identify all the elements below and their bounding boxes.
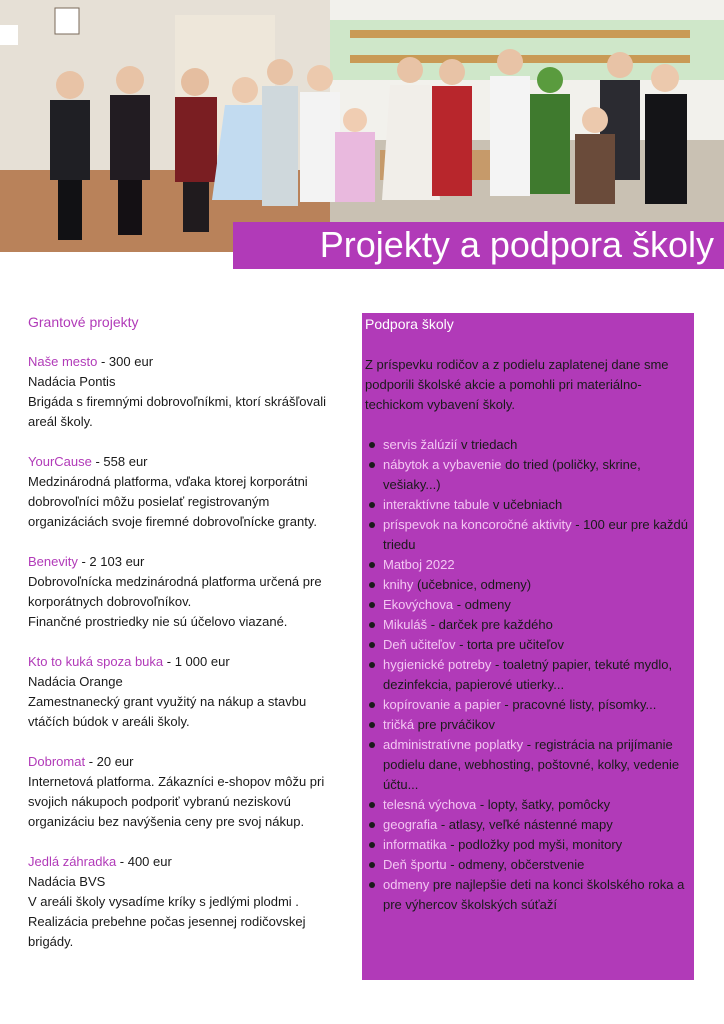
item-highlight: telesná výchova	[383, 797, 477, 812]
grants-heading: Grantové projekty	[28, 314, 139, 330]
grant-line: V areáli školy vysadíme kríky s jedlými plodmi .	[28, 894, 299, 909]
item-highlight: interaktívne tabule	[383, 497, 490, 512]
list-item	[383, 695, 690, 715]
grant-amount: - 558 eur	[91, 454, 148, 469]
list-item	[383, 855, 690, 875]
grant-amount: - 300 eur	[97, 354, 154, 369]
item-text: pre prváčikov	[414, 717, 495, 732]
grant-item	[28, 452, 328, 532]
grant-line: Finančné prostriedky nie sú účelovo viazané.	[28, 614, 288, 629]
class-photo	[0, 0, 724, 252]
item-text: - 100 eur pre každú triedu	[383, 517, 688, 552]
support-intro: Z príspevku rodičov a z podielu zaplatenej dane sme podporili školské akcie a pomohli pri materiálno-techickom vybavení školy.	[365, 357, 669, 412]
item-highlight: príspevok na koncoročné aktivity	[383, 517, 572, 532]
grant-line: Zamestnanecký grant využitý na nákup a stavbu vtáčích búdok v areáli školy.	[28, 694, 307, 729]
grant-item	[28, 652, 328, 732]
item-highlight: administratívne poplatky	[383, 737, 524, 752]
item-text: do tried (poličky, skrine, vešiaky...)	[383, 457, 641, 492]
list-item	[383, 655, 690, 695]
item-highlight: Deň učiteľov	[383, 637, 456, 652]
grant-line: Nadácia Pontis	[28, 374, 116, 389]
grant-amount: - 400 eur	[116, 854, 172, 869]
grant-amount: - 2 103 eur	[77, 554, 145, 569]
item-text: (učebnice, odmeny)	[413, 577, 532, 592]
list-item	[383, 435, 690, 455]
item-text: - darček pre každého	[427, 617, 553, 632]
support-list	[365, 435, 690, 915]
item-highlight: servis žalúzií	[383, 437, 458, 452]
grant-name: YourCause	[28, 454, 92, 469]
list-item	[383, 495, 690, 515]
page-title-band	[233, 222, 724, 269]
list-item	[383, 715, 690, 735]
item-highlight: Deň športu	[383, 857, 447, 872]
item-highlight: kopírovanie a papier	[383, 697, 501, 712]
list-item	[383, 795, 690, 815]
grant-line: Internetová platforma. Zákazníci e-shopov môžu pri svojich nákupoch podporiť vybranú neziskovú organizáciu bez navýšenia ceny pre svoj nákup.	[28, 774, 325, 829]
grant-line: Nadácia Orange	[28, 674, 123, 689]
item-text: - odmeny	[453, 597, 511, 612]
list-item	[383, 455, 690, 495]
grant-line: Medzinárodná platforma, vďaka ktorej korporátni dobrovoľníci môžu posielať registrovaným organizáciách svoje firemné dobrovoľnícke granty.	[28, 474, 317, 529]
item-highlight: Mikuláš	[383, 617, 428, 632]
list-item	[383, 735, 690, 795]
item-text: - torta pre učiteľov	[455, 637, 565, 652]
grant-item	[28, 852, 328, 952]
support-heading: Podpora školy	[365, 316, 454, 332]
item-text: v učebniach	[489, 497, 563, 512]
grant-name: Jedlá záhradka	[28, 854, 117, 869]
item-text: - lopty, šatky, pomôcky	[476, 797, 611, 812]
item-highlight: hygienické potreby	[383, 657, 492, 672]
item-highlight: tričká	[383, 717, 415, 732]
grant-item	[28, 552, 328, 632]
item-highlight: knihy	[383, 577, 414, 592]
item-text: pre najlepšie deti na konci školského roka a pre výhercov školských súťaží	[383, 877, 685, 912]
grants-section	[28, 312, 328, 972]
item-highlight: informatika	[383, 837, 447, 852]
grant-amount: - 20 eur	[85, 754, 134, 769]
item-highlight: geografia	[383, 817, 438, 832]
list-item	[383, 815, 690, 835]
item-highlight: odmeny	[383, 877, 430, 892]
list-item	[383, 635, 690, 655]
list-item	[383, 595, 690, 615]
grant-line: Realizácia prebehne počas jesennej rodičovskej brigády.	[28, 914, 306, 949]
item-text: - odmeny, občerstvenie	[446, 857, 585, 872]
support-panel	[362, 313, 694, 980]
list-item	[383, 555, 690, 575]
grant-line: Nadácia BVS	[28, 874, 106, 889]
item-highlight: Ekovýchova	[383, 597, 454, 612]
grant-name: Dobromat	[28, 754, 86, 769]
list-item	[383, 575, 690, 595]
page-title: Projekty a podpora školy	[319, 224, 714, 265]
grant-item	[28, 752, 328, 832]
grant-line: Dobrovoľnícka medzinárodná platforma určená pre korporátnych dobrovoľníkov.	[28, 574, 322, 609]
grant-name: Naše mesto	[28, 354, 98, 369]
item-text: - registrácia na prijímanie podielu dane, webhosting, poštovné, kolky, vedenie účtu...	[383, 737, 680, 792]
item-text: - pracovné listy, písomky...	[500, 697, 657, 712]
grant-name: Benevity	[28, 554, 78, 569]
item-highlight: nábytok a vybavenie	[383, 457, 502, 472]
list-item	[383, 615, 690, 635]
item-text: - podložky pod myši, monitory	[446, 837, 623, 852]
list-item	[383, 835, 690, 855]
class-photo-image	[0, 0, 724, 252]
grant-line: Brigáda s firemnými dobrovoľníkmi, ktorí skrášľovali areál školy.	[28, 394, 327, 429]
list-item	[383, 875, 690, 915]
item-highlight: Matboj 2022	[383, 557, 455, 572]
item-text: - toaletný papier, tekuté mydlo, dezinfekcia, papierové utierky...	[383, 657, 673, 692]
item-text: - atlasy, veľké nástenné mapy	[437, 817, 613, 832]
item-text: v triedach	[457, 437, 518, 452]
grant-amount: - 1 000 eur	[163, 654, 230, 669]
grant-item	[28, 352, 328, 432]
grant-name: Kto to kuká spoza buka	[28, 654, 164, 669]
list-item	[383, 515, 690, 555]
